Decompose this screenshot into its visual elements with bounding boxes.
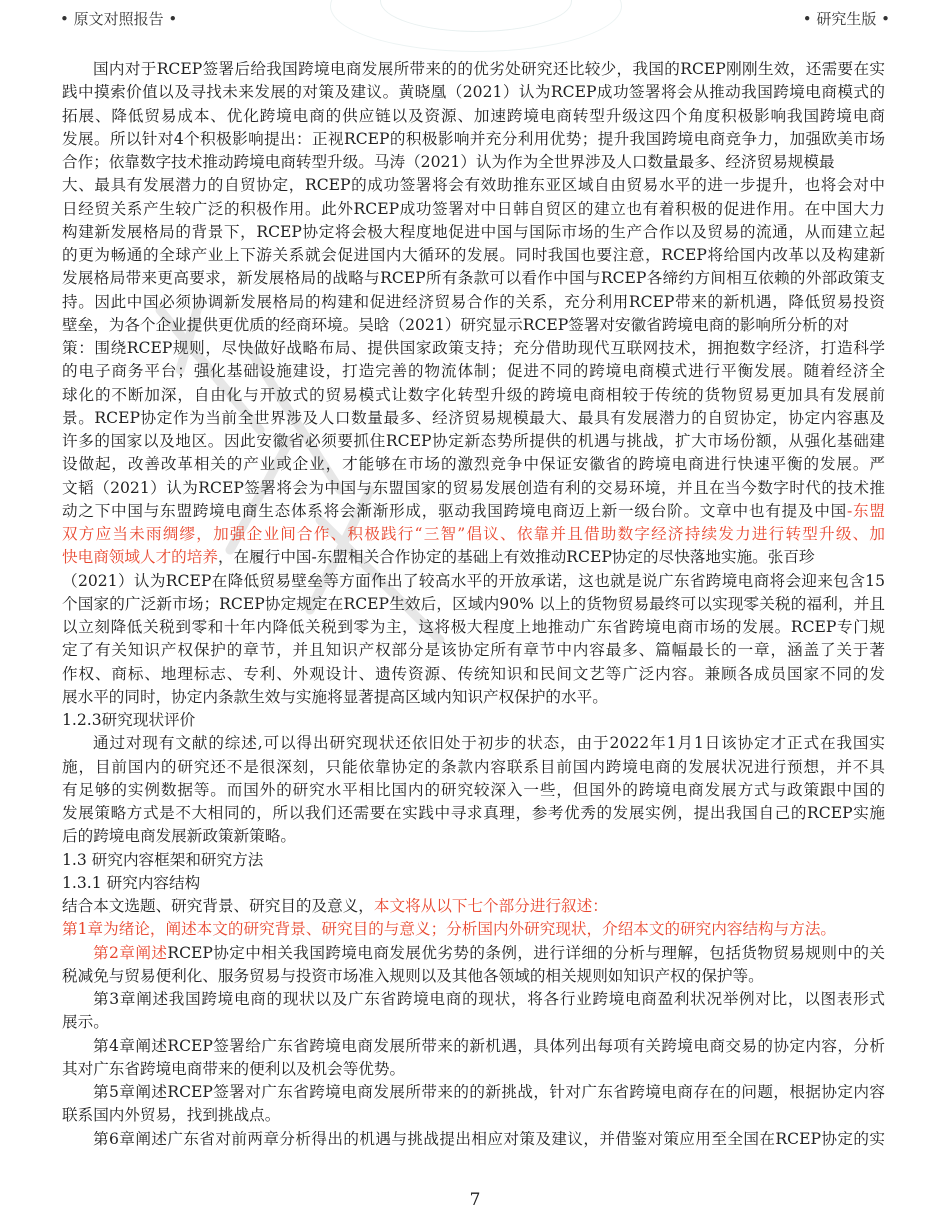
text-line bbox=[62, 825, 885, 848]
text-line bbox=[62, 453, 885, 476]
text-line bbox=[62, 779, 885, 802]
text-line bbox=[62, 128, 885, 151]
text-line bbox=[62, 988, 885, 1011]
highlighted-text: 双方应当未雨绸缪，加强企业间合作、积极践行“三智”倡议、依靠并且借助数字经济持续发力进行转型升级、加 bbox=[62, 525, 885, 543]
text-line bbox=[62, 105, 885, 128]
text-line bbox=[62, 1035, 885, 1058]
text-segment: 后的跨境电商发展新政策新策略。 bbox=[62, 827, 296, 846]
text-line bbox=[62, 802, 885, 825]
page-number: 7 bbox=[469, 1190, 481, 1210]
text-line bbox=[62, 384, 885, 407]
section-heading bbox=[62, 849, 885, 872]
text-segment: 球化的不断加深，自由化与开放式的贸易模式让数字化转型升级的跨境电商相较于传统的货物贸易更加具有发展前 bbox=[62, 385, 885, 404]
text-line bbox=[62, 686, 885, 709]
text-segment: 大、最具有发展潜力的自贸协定，RCEP的成功签署将会有效助推东亚区域自由贸易水平的进一步提升，也将会对中 bbox=[62, 176, 885, 195]
text-segment: 第3章阐述我国跨境电商的现状以及广东省跨境电商的现状，将各行业跨境电商盈利状况举例对比，以图表形式 bbox=[93, 990, 885, 1008]
edition-label: • 研究生版 • bbox=[802, 10, 890, 28]
text-segment: 发展。所以针对4个积极影响提出：正视RCEP的积极影响并充分利用优势；提升我国跨境电商竞争力，加强欧美市场 bbox=[62, 129, 885, 148]
highlighted-text: 第1章为绪论，阐述本文的研究背景、研究目的与意义；分析国内外研究现状，介绍本文的研究内容结构与方法。 bbox=[62, 920, 837, 939]
text-line bbox=[62, 616, 885, 639]
text-line bbox=[62, 593, 885, 616]
text-segment: 作权、商标、地理标志、专利、外观设计、遗传资源、传统知识和民间文艺等广泛内容。兼顾各成员国家不同的发 bbox=[62, 664, 885, 683]
text-line bbox=[62, 198, 885, 221]
text-line bbox=[62, 58, 885, 81]
text-line bbox=[62, 756, 885, 779]
text-segment: 结合本文选题、研究背景、研究目的及意义， bbox=[62, 897, 374, 915]
text-segment: 景。RCEP协定作为当前全世界涉及人口数量最多、经济贸易规模最大、最具有发展潜力的自贸协定，协定内容惠及 bbox=[62, 408, 885, 427]
text-line bbox=[62, 1058, 885, 1081]
section-heading bbox=[62, 709, 885, 732]
text-segment: 第5章阐述RCEP签署对广东省跨境电商发展所带来的的新挑战，针对广东省跨境电商存在的问题，根据协定内容 bbox=[93, 1083, 885, 1101]
text-line bbox=[62, 639, 885, 662]
text-line bbox=[62, 1011, 885, 1034]
text-segment: 以立刻降低关税到零和十年内降低关税到零为主，这将极大程度上地推动广东省跨境电商市场的发展。RCEP专门规 bbox=[62, 618, 885, 636]
text-segment: 策：围绕RCEP规则，尽快做好战略布局、提供国家政策支持；充分借助现代互联网技术，拥抱数字经济，打造科学 bbox=[62, 339, 885, 357]
text-segment: 发展格局带来更高要求，新发展格局的战略与RCEP所有条款可以看作中国与RCEP各缔约方间相互依赖的外部政策支 bbox=[62, 269, 885, 288]
text-segment: 展水平的同时，协定内条款生效与实施将显著提高区域内知识产权保护的水平。 bbox=[62, 687, 608, 706]
text-segment: 第4章阐述RCEP签署给广东省跨境电商发展所带来的新机遇，具体列出每项有关跨境电商交易的协定内容，分析 bbox=[93, 1036, 885, 1055]
text-segment: 其对广东省跨境电商带来的便利以及机会等优势。 bbox=[62, 1059, 406, 1078]
text-line bbox=[62, 500, 885, 523]
text-line bbox=[62, 1128, 885, 1151]
text-segment: 1.3.1 研究内容结构 bbox=[62, 873, 201, 892]
text-segment: 定了有关知识产权保护的章节，并且知识产权部分是该协定所有章节中内容最多、篇幅最长的一章，涵盖了关于著 bbox=[62, 641, 885, 660]
text-segment: RCEP协定中相关我国跨境电商发展优劣势的条例，进行详细的分析与理解，包括货物贸易规则中的关 bbox=[167, 943, 885, 962]
text-line bbox=[62, 732, 885, 755]
text-line bbox=[62, 291, 885, 314]
text-line bbox=[62, 942, 885, 965]
text-line bbox=[62, 407, 885, 430]
text-segment: 设做起，改善改革相关的产业或企业，才能够在市场的激烈竞争中保证安徽省的跨境电商进行快速平衡的发展。严 bbox=[62, 455, 885, 474]
text-segment: （2021）认为RCEP在降低贸易壁垒等方面作出了较高水平的开放承诺，这也就是说广东省跨境电商将会迎来包含15 bbox=[62, 571, 885, 590]
text-segment: 许多的国家以及地区。因此安徽省必须要抓住RCEP协定新态势所提供的机遇与挑战，扩大市场份额，从强化基础建 bbox=[62, 432, 885, 450]
text-line bbox=[62, 81, 885, 104]
text-line bbox=[62, 918, 885, 941]
text-line bbox=[62, 895, 885, 918]
highlighted-text: 第2章阐述 bbox=[93, 943, 168, 962]
text-line bbox=[62, 1104, 885, 1127]
text-segment: 持。因此中国必须协调新发展格局的构建和促进经济贸易合作的关系，充分利用RCEP带来的新机遇，降低贸易投资 bbox=[62, 292, 885, 311]
text-segment: 发展策略方式是不大相同的，所以我们还需要在实践中寻求真理，参考优秀的发展实例，提出我国自己的RCEP实施 bbox=[62, 804, 885, 822]
text-segment: 个国家的广泛新市场；RCEP协定规定在RCEP生效后，区域内90% 以上的货物贸易最终可以实现零关税的福利，并且 bbox=[62, 594, 885, 613]
text-line bbox=[62, 337, 885, 360]
text-line bbox=[62, 267, 885, 290]
text-segment: ，在履行中国-东盟相关合作协定的基础上有效推动RCEP协定的尽快落地实施。张百珍 bbox=[217, 548, 815, 567]
report-type-label: • 原文对照报告 • bbox=[60, 10, 178, 28]
text-line bbox=[62, 314, 885, 337]
text-segment: 合作；依靠数字技术推动跨境电商转型升级。马涛（2021）认为作为全世界涉及人口数量最多、经济贸易规模最 bbox=[62, 153, 835, 171]
text-line bbox=[62, 570, 885, 593]
text-segment: 国内对于RCEP签署后给我国跨境电商发展所带来的的优劣处研究还比较少，我国的RCEP刚刚生效，还需要在实 bbox=[93, 60, 885, 78]
text-line bbox=[62, 244, 885, 267]
text-segment: 施，目前国内的研究还不是很深刻，只能依靠协定的条款内容联系目前国内跨境电商的发展状况进行预想，并不具 bbox=[62, 757, 885, 776]
text-line bbox=[62, 174, 885, 197]
text-line bbox=[62, 523, 885, 546]
text-line bbox=[62, 477, 885, 500]
text-line bbox=[62, 546, 885, 569]
text-segment: 的电子商务平台；强化基础设施建设，打造完善的物流体制；促进不同的跨境电商模式进行平衡发展。随着经济全 bbox=[62, 362, 885, 381]
text-segment: 壁垒，为各个企业提供更优质的经商环境。吴晗（2021）研究显示RCEP签署对安徽省跨境电商的影响所分析的对 bbox=[62, 315, 849, 334]
text-segment: 的更为畅通的全球产业上下游关系就会促进国内大循环的发展。同时我国也要注意，RCEP将给国内改革以及构建新 bbox=[62, 246, 885, 264]
text-segment: 1.3 研究内容框架和研究方法 bbox=[62, 850, 264, 869]
highlighted-text: 快电商领域人才的培养 bbox=[62, 548, 218, 567]
text-segment: 通过对现有文献的综述,可以得出研究现状还依旧处于初步的状态，由于2022年1月1日该协定才正式在我国实 bbox=[93, 734, 885, 753]
highlighted-text: 本文将从以下七个部分进行叙述： bbox=[373, 897, 608, 915]
text-line bbox=[62, 1081, 885, 1104]
text-line bbox=[62, 151, 885, 174]
highlighted-text: -东盟 bbox=[847, 501, 885, 520]
text-line bbox=[62, 221, 885, 244]
text-segment: 第6章阐述广东省对前两章分析得出的机遇与挑战提出相应对策及建议，并借鉴对策应用至全国在RCEP协定的实 bbox=[93, 1129, 885, 1148]
text-segment: 践中摸索价值以及寻找未来发展的对策及建议。黄晓凰（2021）认为RCEP成功签署将会从推动我国跨境电商模式的 bbox=[62, 83, 885, 102]
text-segment: 联系国内外贸易，找到挑战点。 bbox=[62, 1106, 281, 1125]
text-segment: 拓展、降低贸易成本、优化跨境电商的供应链以及资源、加速跨境电商转型升级这四个角度积极影响我国跨境电商 bbox=[62, 106, 885, 125]
text-line bbox=[62, 663, 885, 686]
text-segment: 税减免与贸易便利化、服务贸易与投资市场准入规则以及其他各领域的相关规则如知识产权的保护等。 bbox=[62, 966, 764, 985]
text-line bbox=[62, 965, 885, 988]
text-segment: 1.2.3研究现状评价 bbox=[62, 711, 196, 729]
text-segment: 展示。 bbox=[62, 1013, 109, 1032]
text-segment: 动之下中国与东盟跨境电商生态体系将会渐渐形成，驱动我国跨境电商迈上新一级台阶。文章中也有提及中国 bbox=[62, 501, 847, 520]
text-segment: 构建新发展格局的背景下，RCEP协定将会极大程度地促进中国与国际市场的生产合作以及贸易的流通，从而建立起 bbox=[62, 222, 885, 241]
text-line bbox=[62, 360, 885, 383]
section-heading bbox=[62, 872, 885, 895]
text-segment: 有足够的实例数据等。而国外的研究水平相比国内的研究较深入一些，但国外的跨境电商发展方式与政策跟中国的 bbox=[62, 780, 885, 799]
text-segment: 文韬（2021）认为RCEP签署将会为中国与东盟国家的贸易发展创造有利的交易环境，并且在当今数字时代的技术推 bbox=[62, 478, 885, 497]
text-segment: 日经贸关系产生较广泛的积极作用。此外RCEP成功签署对中日韩自贸区的建立也有着积极的促进作用。在中国大力 bbox=[62, 199, 885, 218]
text-line bbox=[62, 430, 885, 453]
